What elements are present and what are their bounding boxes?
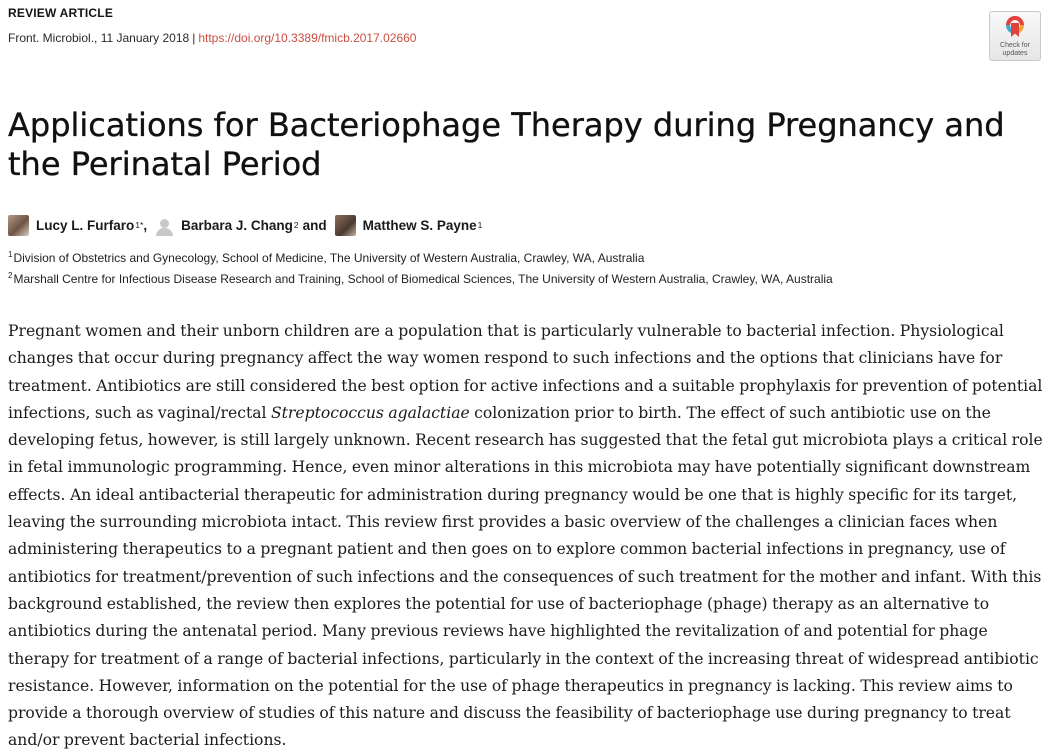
author-separator: , <box>143 217 148 233</box>
affiliation-1 <box>8 250 644 265</box>
author-affiliation-marker: 1 <box>477 220 483 230</box>
species-name: Streptococcus agalactiae <box>270 403 470 422</box>
person-silhouette-icon <box>155 215 174 236</box>
author-link-furfaro[interactable]: Lucy L. Furfaro <box>36 217 135 233</box>
check-for-updates-label: Check for updates <box>1000 42 1030 57</box>
abstract-text: Pregnant women and their unborn children are a population that is particularly vulnerable to bacterial infection. Physiological changes that occur during pregnancy affect the way women respond to such infections and the options that clinicians have for treatment. Antibiotics are still considered the best option for active infections and a suitable prophylaxis for prevention of potential infections, such as vaginal/rectal <box>8 322 1043 422</box>
author-link-chang[interactable]: Barbara J. Chang <box>181 217 293 233</box>
affiliation-text: Marshall Centre for Infectious Disease Research and Training, School of Biomedical Sciences, The University of Western Australia, Crawley, WA, Australia <box>13 272 833 286</box>
article-title: Applications for Bacteriophage Therapy during Pregnancy and the Perinatal Period <box>8 106 1005 183</box>
journal-date: Front. Microbiol., 11 January 2018 <box>8 31 190 45</box>
abstract <box>8 318 1048 755</box>
author-affiliation-marker: 2 <box>293 220 299 230</box>
doi-link[interactable]: https://doi.org/10.3389/fmicb.2017.02660 <box>198 31 417 45</box>
author-photo <box>8 215 29 236</box>
bookmark-ring-icon <box>1004 15 1026 41</box>
affiliation-2 <box>8 271 833 286</box>
author-separator: and <box>302 217 327 233</box>
check-for-updates-button[interactable] <box>989 11 1041 61</box>
author-affiliation-marker: 1* <box>135 220 144 230</box>
article-type-label: REVIEW ARTICLE <box>8 6 114 20</box>
separator: | <box>192 31 196 45</box>
citation-line <box>8 31 416 45</box>
author-list <box>8 213 482 237</box>
author-link-payne[interactable]: Matthew S. Payne <box>362 217 477 233</box>
affiliation-text: Division of Obstetrics and Gynecology, School of Medicine, The University of Western Australia, Crawley, WA, Australia <box>13 251 645 265</box>
affiliation-number: 2 <box>8 271 13 280</box>
author-photo <box>335 215 356 236</box>
abstract-text: colonization prior to birth. The effect of such antibiotic use on the developing fetus, however, is still largely unknown. Recent research has suggested that the fetal gut microbiota plays a critical role in fetal immunologic programming. Hence, even minor alterations in this microbiota may have potentially significant downstream effects. An ideal antibacterial therapeutic for administration during pregnancy would be one that is highly specific for its target, leaving the surrounding microbiota intact. This review first provides a basic overview of the challenges a clinician faces when administering therapeutics to a pregnant patient and then goes on to explore common bacterial infections in pregnancy, use of antibiotics for treatment/prevention of such infections and the consequences of such treatment for the mother and infant. With this background established, the review then explores the potential for use of bacteriophage (phage) therapy as an alternative to antibiotics during the antenatal period. Many previous reviews have highlighted the revitalization of and potential for phage therapy for treatment of a range of bacterial infections, particularly in the context of the increasing threat of widespread antibiotic resistance. However, information on the potential for the use of phage therapeutics in pregnancy is lacking. This review aims to provide a thorough overview of studies of this nature and discuss the feasibility of bacteriophage use during pregnancy to treat and/or prevent bacterial infections. <box>8 403 1043 750</box>
affiliation-number: 1 <box>8 250 13 259</box>
